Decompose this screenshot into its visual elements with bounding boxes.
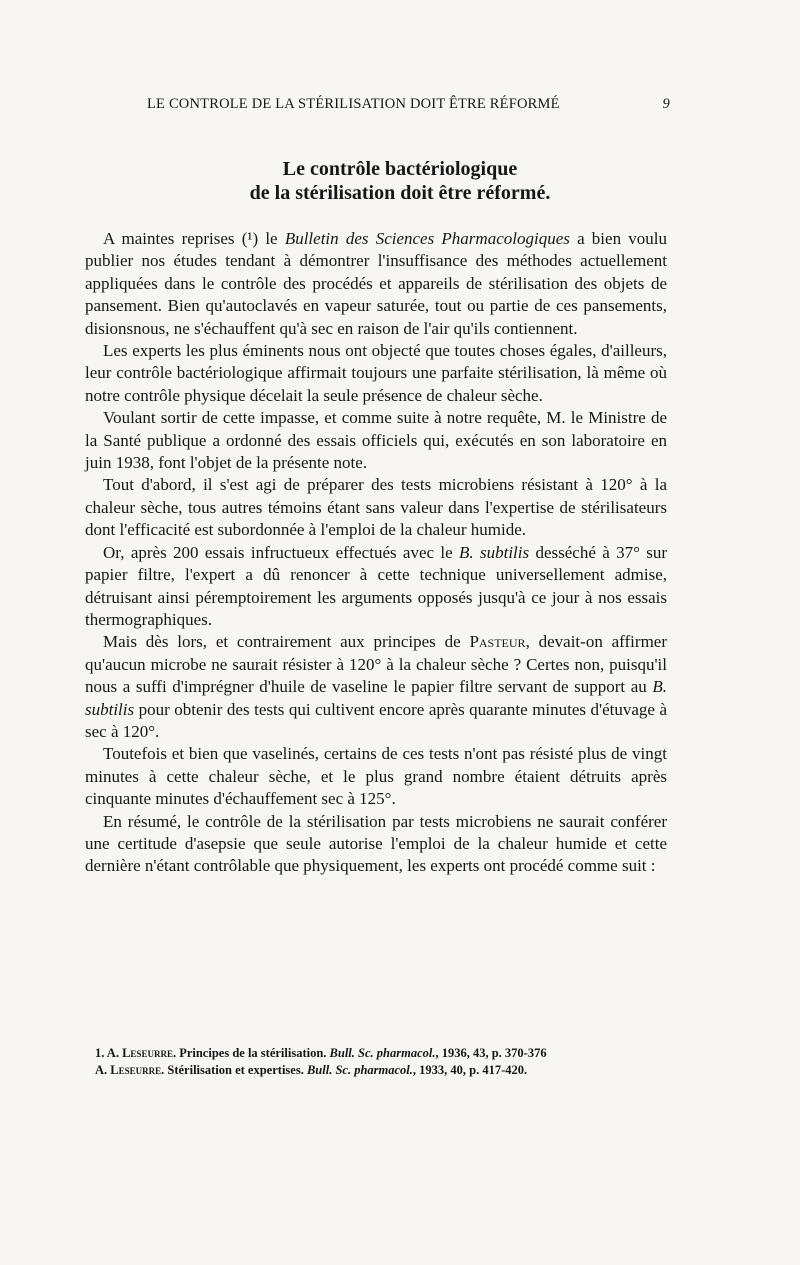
title-line-1: Le contrôle bactériologique [282,158,518,180]
footnote-2-number: A. [95,1062,108,1077]
footnote-2-title: . Stérilisation et expertises. [161,1062,304,1077]
paragraph-2: Les experts les plus éminents nous ont objecté que toutes choses égales, d'ailleurs, leur contrôle bactériologique affirmait toujours une parfaite stérilisation, là même où notre contrôle physique décelait la seule présence de chaleur sèche. [85,341,667,405]
paragraph-5 [85,542,667,632]
paragraph-1-text-b: le [265,229,278,248]
footnote-1-author: Leseurre [122,1046,173,1060]
footnote-1-number: 1. A. [95,1046,119,1060]
paragraph-4: Tout d'abord, il s'est agi de préparer des tests microbiens résistant à 120° à la chaleur sèche, tous autres témoins étant sans valeur dans l'expertise de stérilisateurs dont l'efficacité est subordonnée à l'emploi de la chaleur humide. [85,475,667,540]
footnote-1-title: . Principes de la stérilisation. [172,1046,327,1060]
paragraph-6-text-a: Mais dès lors, et contrairement aux principes de [103,632,461,652]
footnote-1-journal: Bull. Sc. pharmacol. [329,1046,436,1060]
paragraph-8: En résumé, le contrôle de la stérilisation par tests microbiens ne saurait conférer une certitude d'asepsie que seule autorise l'emploi de la chaleur humide et cette dernière n'étant contrôlable que physiquement, les experts ont procédé comme suit : [85,811,667,876]
footnote-1 [85,1046,667,1062]
paragraph-6-text-c: pour obtenir des tests qui cultivent encore après quarante minutes d'étuvage à sec à 120°. [85,699,667,741]
footnote-1-reference: , 1936, 43, p. 370-376 [435,1046,547,1060]
paragraph-6 [85,631,667,743]
species-name: B. subtilis [85,677,668,719]
paragraph-1-text-c: a bien voulu publier nos études tendant à démontrer l'insuffisance des méthodes actuellement appliquées dans le contrôle des procédés et appareils de stérilisation des objets de pansement. Bien qu'autoclavés en vapeur saturée, tout ou partie de ces pansements, disionsnous, ne s'échauffent qu'à sec en raison de l'air qu'ils contiennent. [85,229,668,338]
footnote-2 [85,1063,667,1079]
running-title: LE CONTROLE DE LA STÉRILISATION DOIT ÊTRE RÉFORMÉ [147,96,560,112]
footnote-2-journal: Bull. Sc. pharmacol. [306,1062,413,1077]
paragraph-5-text-a: Or, après 200 essais infructueux effectués avec le [103,542,453,562]
paragraph-3: Voulant sortir de cette impasse, et comme suite à notre requête, M. le Ministre de la Santé publique a ordonné des essais officiels qui, exécutés en son laboratoire en juin 1938, font l'objet de la présente note. [85,408,667,473]
article-body [85,228,667,878]
paragraph-1-text-a: A maintes reprises [103,229,235,248]
footnote-reference: (¹) [241,229,259,248]
paragraph-7: Toutefois et bien que vaselinés, certains de ces tests n'ont pas résisté plus de vingt minutes à cette chaleur sèche, et le plus grand nombre étaient détruits après cinquante minutes d'échauffement sec à 125°. [85,744,667,809]
footnotes [85,1046,667,1079]
species-name: B. subtilis [459,542,530,562]
paragraph-6-text-b: , devait-on affirmer qu'aucun microbe ne saurait résister à 120° à la chaleur sèche ? Certes non, puisqu'il nous a suffi d'imprégner d'huile de vaseline le papier filtre servant de support au [85,632,667,697]
footnote-2-reference: , 1933, 40, p. 417-420. [412,1062,528,1077]
person-name: Pasteur [469,632,526,652]
page-number: 9 [662,96,670,112]
paragraph-5-text-b: desséché à 37° sur papier filtre, l'expert a dû renoncer à cette technique universellement admise, détruisant ainsi péremptoirement les arguments opposés jusqu'à ce jour à nos essais thermographiques. [85,542,668,629]
journal-name: Bulletin des Sciences Pharmacologiques [284,229,570,248]
paragraph-1 [85,228,667,340]
article-title [0,157,800,205]
title-line-2: de la stérilisation doit être réformé. [249,182,551,204]
footnote-2-author: Leseurre [110,1062,162,1077]
